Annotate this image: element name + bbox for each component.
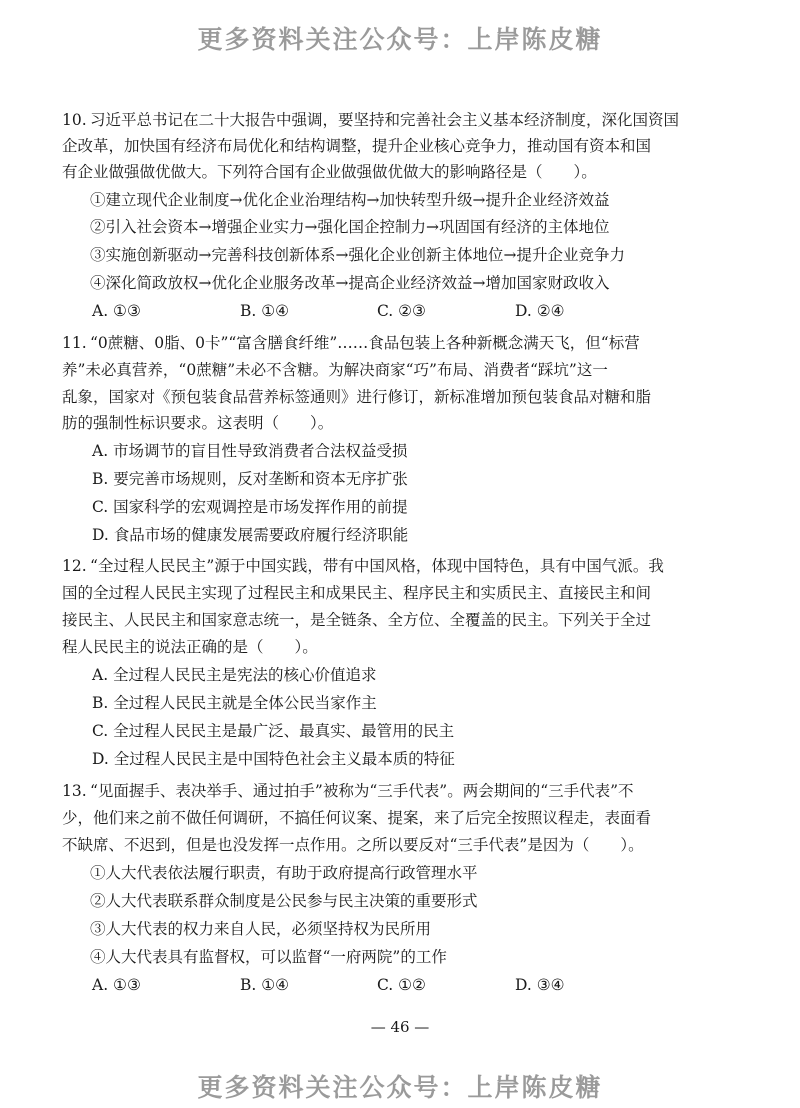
question-stem-line: 少，他们来之前不做任何调研，不搞任何议案、提案，来了后完全按照议程走，表面看: [62, 809, 652, 827]
statement: ③实施创新驱动→完善科技创新体系→强化企业创新主体地位→提升企业竞争力: [90, 246, 625, 264]
question-number: 13.: [62, 782, 87, 800]
question-number: 10.: [62, 111, 87, 129]
question-stem-line: 程人民民主的说法正确的是（ ）。: [62, 638, 318, 656]
statement: ④深化简政放权→优化企业服务改革→提高企业经济效益→增加国家财政收入: [90, 274, 610, 292]
choice-option: D. ②④: [515, 302, 565, 320]
question-stem-line: 企改革，加快国有经济布局优化和结构调整，提升企业核心竞争力，推动国有资本和国: [62, 137, 652, 155]
choice-option: D. 全过程人民民主是中国特色社会主义最本质的特征: [92, 750, 455, 768]
question-stem-line: “0蔗糖、0脂、0卡”“富含膳食纤维”……食品包装上各种新概念满天飞，但“标营: [90, 334, 640, 352]
watermark-banner-bottom: 更多资料关注公众号：上岸陈皮糖: [197, 1073, 603, 1102]
choice-option: B. ①④: [240, 302, 290, 320]
question-number: 11.: [62, 334, 87, 352]
question-stem-line: “全过程人民民主”源于中国实践，带有中国风格，体现中国特色，具有中国气派。我: [90, 557, 664, 575]
statement: ①人大代表依法履行职责，有助于政府提高行政管理水平: [90, 864, 478, 882]
statement: ②人大代表联系群众制度是公民参与民主决策的重要形式: [90, 892, 478, 910]
choice-option: D. ③④: [515, 976, 565, 994]
choice-option: C. 国家科学的宏观调控是市场发挥作用的前提: [92, 498, 408, 516]
page-number: — 46 —: [370, 1018, 430, 1036]
question-stem-line: “见面握手、表决举手、通过拍手”被称为“三手代表”。两会期间的“三手代表”不: [90, 782, 634, 800]
choice-option: B. 全过程人民民主就是全体公民当家作主: [92, 694, 377, 712]
choice-option: C. ②③: [377, 302, 426, 320]
question-stem-line: 养”未必真营养，“0蔗糖”未必不含糖。为解决商家“巧”布局、消费者“踩坑”这一: [62, 361, 608, 379]
statement: ③人大代表的权力来自人民，必须坚持权为民所用: [90, 920, 432, 938]
question-stem-line: 接民主、人民民主和国家意志统一，是全链条、全方位、全覆盖的民主。下列关于全过: [62, 611, 652, 629]
question-stem-line: 不缺席、不迟到，但是也没发挥一点作用。之所以要反对“三手代表”是因为（ ）。: [62, 836, 644, 854]
choice-option: A. 全过程人民民主是宪法的核心价值追求: [92, 666, 377, 684]
choice-option: D. 食品市场的健康发展需要政府履行经济职能: [92, 526, 409, 544]
choice-option: C. 全过程人民民主是最广泛、最真实、最管用的民主: [92, 722, 455, 740]
watermark-banner-top: 更多资料关注公众号：上岸陈皮糖: [197, 25, 603, 54]
question-stem-line: 习近平总书记在二十大报告中强调，要坚持和完善社会主义基本经济制度，深化国资国: [90, 111, 680, 129]
question-stem-line: 有企业做强做优做大。下列符合国有企业做强做优做大的影响路径是（ ）。: [62, 163, 597, 181]
choice-option: B. ①④: [240, 976, 290, 994]
statement: ②引入社会资本→增强企业实力→强化国企控制力→巩固国有经济的主体地位: [90, 218, 610, 236]
choice-option: A. ①③: [92, 302, 141, 320]
question-stem-line: 肪的强制性标识要求。这表明（ ）。: [62, 414, 334, 432]
choice-option: A. 市场调节的盲目性导致消费者合法权益受损: [92, 442, 408, 460]
choice-option: C. ①②: [377, 976, 426, 994]
question-stem-line: 国的全过程人民民主实现了过程民主和成果民主、程序民主和实质民主、直接民主和间: [62, 584, 652, 602]
statement: ①建立现代企业制度→优化企业治理结构→加快转型升级→提升企业经济效益: [90, 191, 610, 209]
choice-option: B. 要完善市场规则，反对垄断和资本无序扩张: [92, 470, 408, 488]
question-stem-line: 乱象，国家对《预包装食品营养标签通则》进行修订，新标准增加预包装食品对糖和脂: [62, 388, 652, 406]
statement: ④人大代表具有监督权，可以监督“一府两院”的工作: [90, 948, 447, 966]
question-number: 12.: [62, 557, 87, 575]
choice-option: A. ①③: [92, 976, 141, 994]
